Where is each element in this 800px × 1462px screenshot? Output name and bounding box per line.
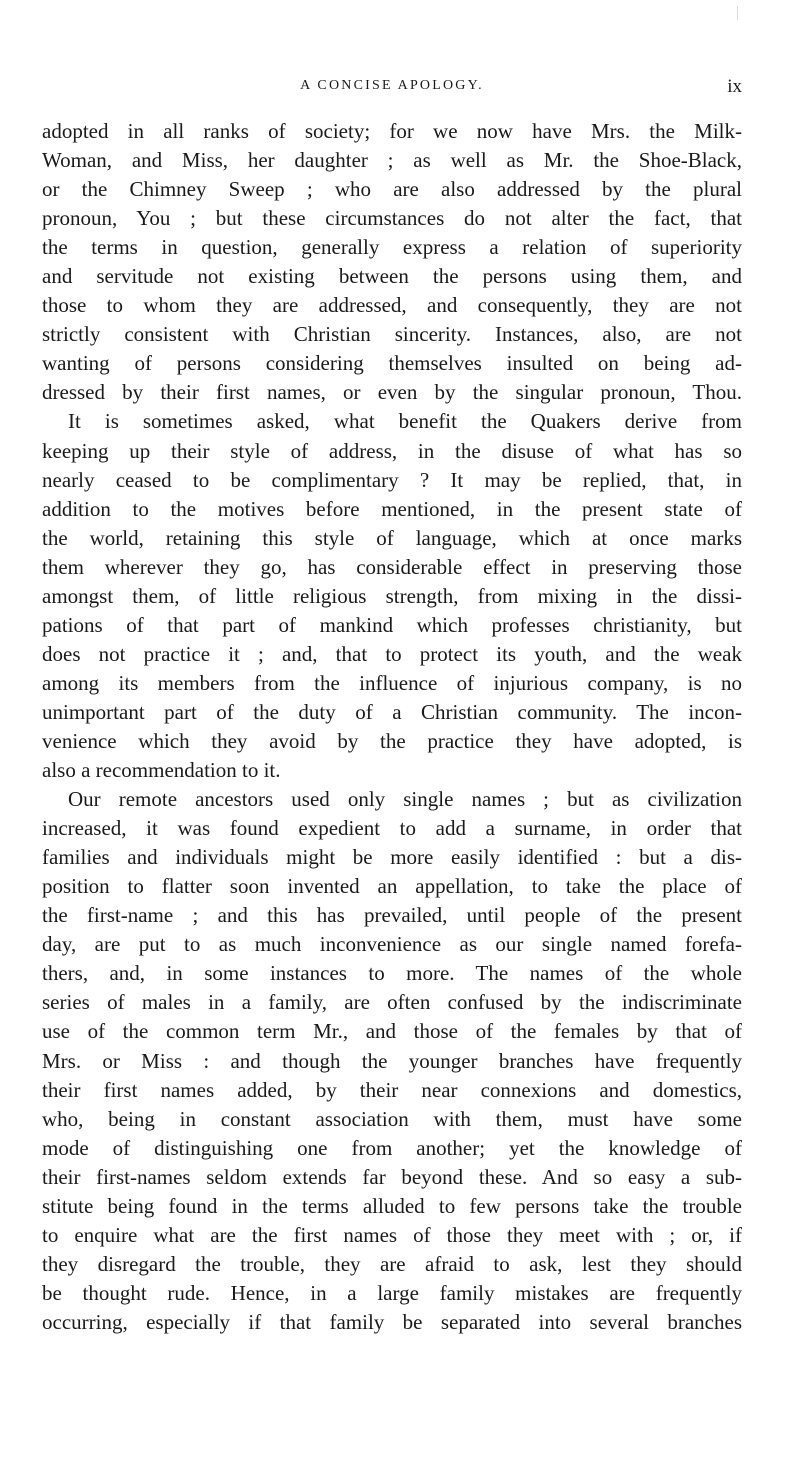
- text-line: and servitude not existing between the persons using them, and: [42, 264, 742, 289]
- text-line: does not practice it ; and, that to protect its youth, and the weak: [42, 641, 742, 666]
- text-line: who, being in constant association with them, must have some: [42, 1106, 742, 1131]
- text-line: wanting of persons considering themselves insulted on being ad-: [42, 351, 742, 376]
- text-line: Woman, and Miss, her daughter ; as well as Mr. the Shoe-Black,: [42, 148, 742, 173]
- body-text: [42, 117, 742, 1337]
- text-line: amongst them, of little religious strength, from mixing in the dissi-: [42, 583, 742, 608]
- text-line: to enquire what are the first names of those they meet with ; or, if: [42, 1222, 742, 1247]
- text-line: addition to the motives before mentioned, in the present state of: [42, 496, 742, 521]
- text-line: also a recommendation to it.: [42, 758, 281, 783]
- text-line: day, are put to as much inconvenience as our single named forefa-: [42, 932, 742, 957]
- text-line: among its members from the influence of injurious company, is no: [42, 670, 742, 695]
- text-line: stitute being found in the terms alluded to few persons take the trouble: [42, 1193, 742, 1218]
- text-line: thers, and, in some instances to more. The names of the whole: [42, 961, 742, 986]
- text-line: families and individuals might be more easily identified : but a dis-: [42, 845, 742, 870]
- page-header: [42, 76, 742, 100]
- text-line: strictly consistent with Christian sincerity. Instances, also, are not: [42, 322, 742, 347]
- text-line: their first names added, by their near connexions and domestics,: [42, 1077, 742, 1102]
- text-line: keeping up their style of address, in the disuse of what has so: [42, 438, 742, 463]
- text-line: their first-names seldom extends far beyond these. And so easy a sub-: [42, 1164, 742, 1189]
- text-line: It is sometimes asked, what benefit the Quakers derive from: [68, 409, 742, 434]
- page-number: ix: [727, 76, 742, 97]
- text-line: Our remote ancestors used only single names ; but as civilization: [68, 787, 742, 812]
- text-line: venience which they avoid by the practice they have adopted, is: [42, 728, 742, 753]
- text-line: Mrs. or Miss : and though the younger branches have frequently: [42, 1048, 742, 1073]
- text-line: or the Chimney Sweep ; who are also addressed by the plural: [42, 177, 742, 202]
- page-edge-mark: [737, 6, 738, 20]
- text-line: pronoun, You ; but these circumstances do not alter the fact, that: [42, 206, 742, 231]
- text-line: the first-name ; and this has prevailed, until people of the present: [42, 903, 742, 928]
- text-line: dressed by their first names, or even by the singular pronoun, Thou.: [42, 380, 742, 405]
- text-line: be thought rude. Hence, in a large family mistakes are frequently: [42, 1280, 742, 1305]
- text-line: increased, it was found expedient to add a surname, in order that: [42, 816, 742, 841]
- text-line: those to whom they are addressed, and consequently, they are not: [42, 293, 742, 318]
- text-line: series of males in a family, are often confused by the indiscriminate: [42, 990, 742, 1015]
- text-line: unimportant part of the duty of a Christian community. The incon-: [42, 699, 742, 724]
- text-line: occurring, especially if that family be separated into several branches: [42, 1309, 742, 1334]
- text-line: nearly ceased to be complimentary ? It may be replied, that, in: [42, 467, 742, 492]
- text-line: position to flatter soon invented an appellation, to take the place of: [42, 874, 742, 899]
- text-line: pations of that part of mankind which professes christianity, but: [42, 612, 742, 637]
- running-title: A CONCISE APOLOGY.: [300, 78, 484, 93]
- text-line: use of the common term Mr., and those of the females by that of: [42, 1019, 742, 1044]
- text-line: mode of distinguishing one from another; yet the knowledge of: [42, 1135, 742, 1160]
- text-line: the terms in question, generally express a relation of superiority: [42, 235, 742, 260]
- text-line: the world, retaining this style of language, which at once marks: [42, 525, 742, 550]
- text-line: them wherever they go, has considerable effect in preserving those: [42, 554, 742, 579]
- text-line: adopted in all ranks of society; for we now have Mrs. the Milk-: [42, 119, 742, 143]
- text-line: they disregard the trouble, they are afraid to ask, lest they should: [42, 1251, 742, 1276]
